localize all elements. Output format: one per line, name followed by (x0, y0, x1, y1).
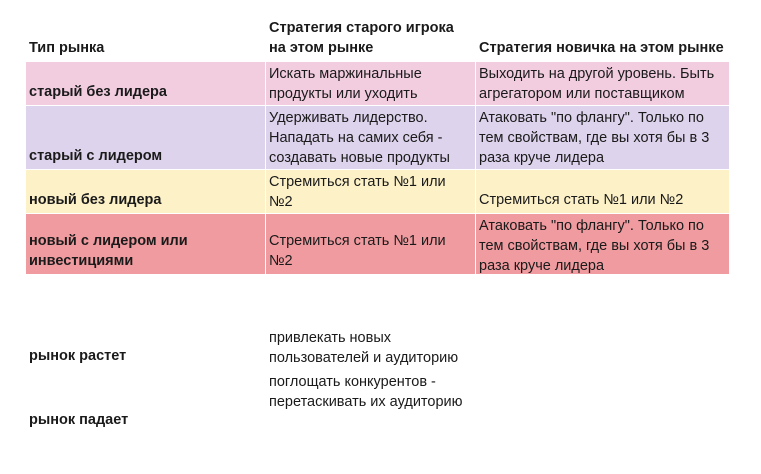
row-type-old-with-leader: старый с лидером (26, 106, 266, 170)
row-old-player-old-no-leader: Искать маржинальные продукты или уходить (266, 62, 476, 106)
row-old-player-market-falling: поглощать конкурентов - перетаскивать их аудиторию (266, 370, 476, 434)
row-newcomer-market-falling (476, 370, 730, 434)
row-newcomer-new-no-leader: Стремиться стать №1 или №2 (476, 170, 730, 214)
row-type-new-with-leader: новый с лидером или инвестициями (26, 214, 266, 275)
row-old-player-market-growing: привлекать новых пользователей и аудиторию (266, 326, 476, 370)
row-type-market-falling: рынок падает (26, 370, 266, 434)
row-newcomer-old-with-leader: Атаковать "по флангу". Только по тем свойствам, где вы хотя бы в 3 раза круче лидера (476, 106, 730, 170)
market-strategy-table (26, 20, 730, 434)
row-type-market-growing: рынок растет (26, 326, 266, 370)
row-newcomer-market-growing (476, 326, 730, 370)
row-old-player-new-with-leader: Стремиться стать №1 или №2 (266, 214, 476, 275)
row-old-player-old-with-leader: Удерживать лидерство. Нападать на самих себя - создавать новые продукты (266, 106, 476, 170)
row-type-new-no-leader: новый без лидера (26, 170, 266, 214)
row-newcomer-old-no-leader: Выходить на другой уровень. Быть агрегатором или поставщиком (476, 62, 730, 106)
row-type-old-no-leader: старый без лидера (26, 62, 266, 106)
table-spacer (26, 275, 730, 326)
header-newcomer-strategy: Стратегия новичка на этом рынке (476, 20, 730, 62)
header-market-type: Тип рынка (26, 20, 266, 62)
header-old-player-strategy: Стратегия старого игрока на этом рынке (266, 20, 476, 62)
row-old-player-new-no-leader: Стремиться стать №1 или №2 (266, 170, 476, 214)
row-newcomer-new-with-leader: Атаковать "по флангу". Только по тем свойствам, где вы хотя бы в 3 раза круче лидера (476, 214, 730, 275)
